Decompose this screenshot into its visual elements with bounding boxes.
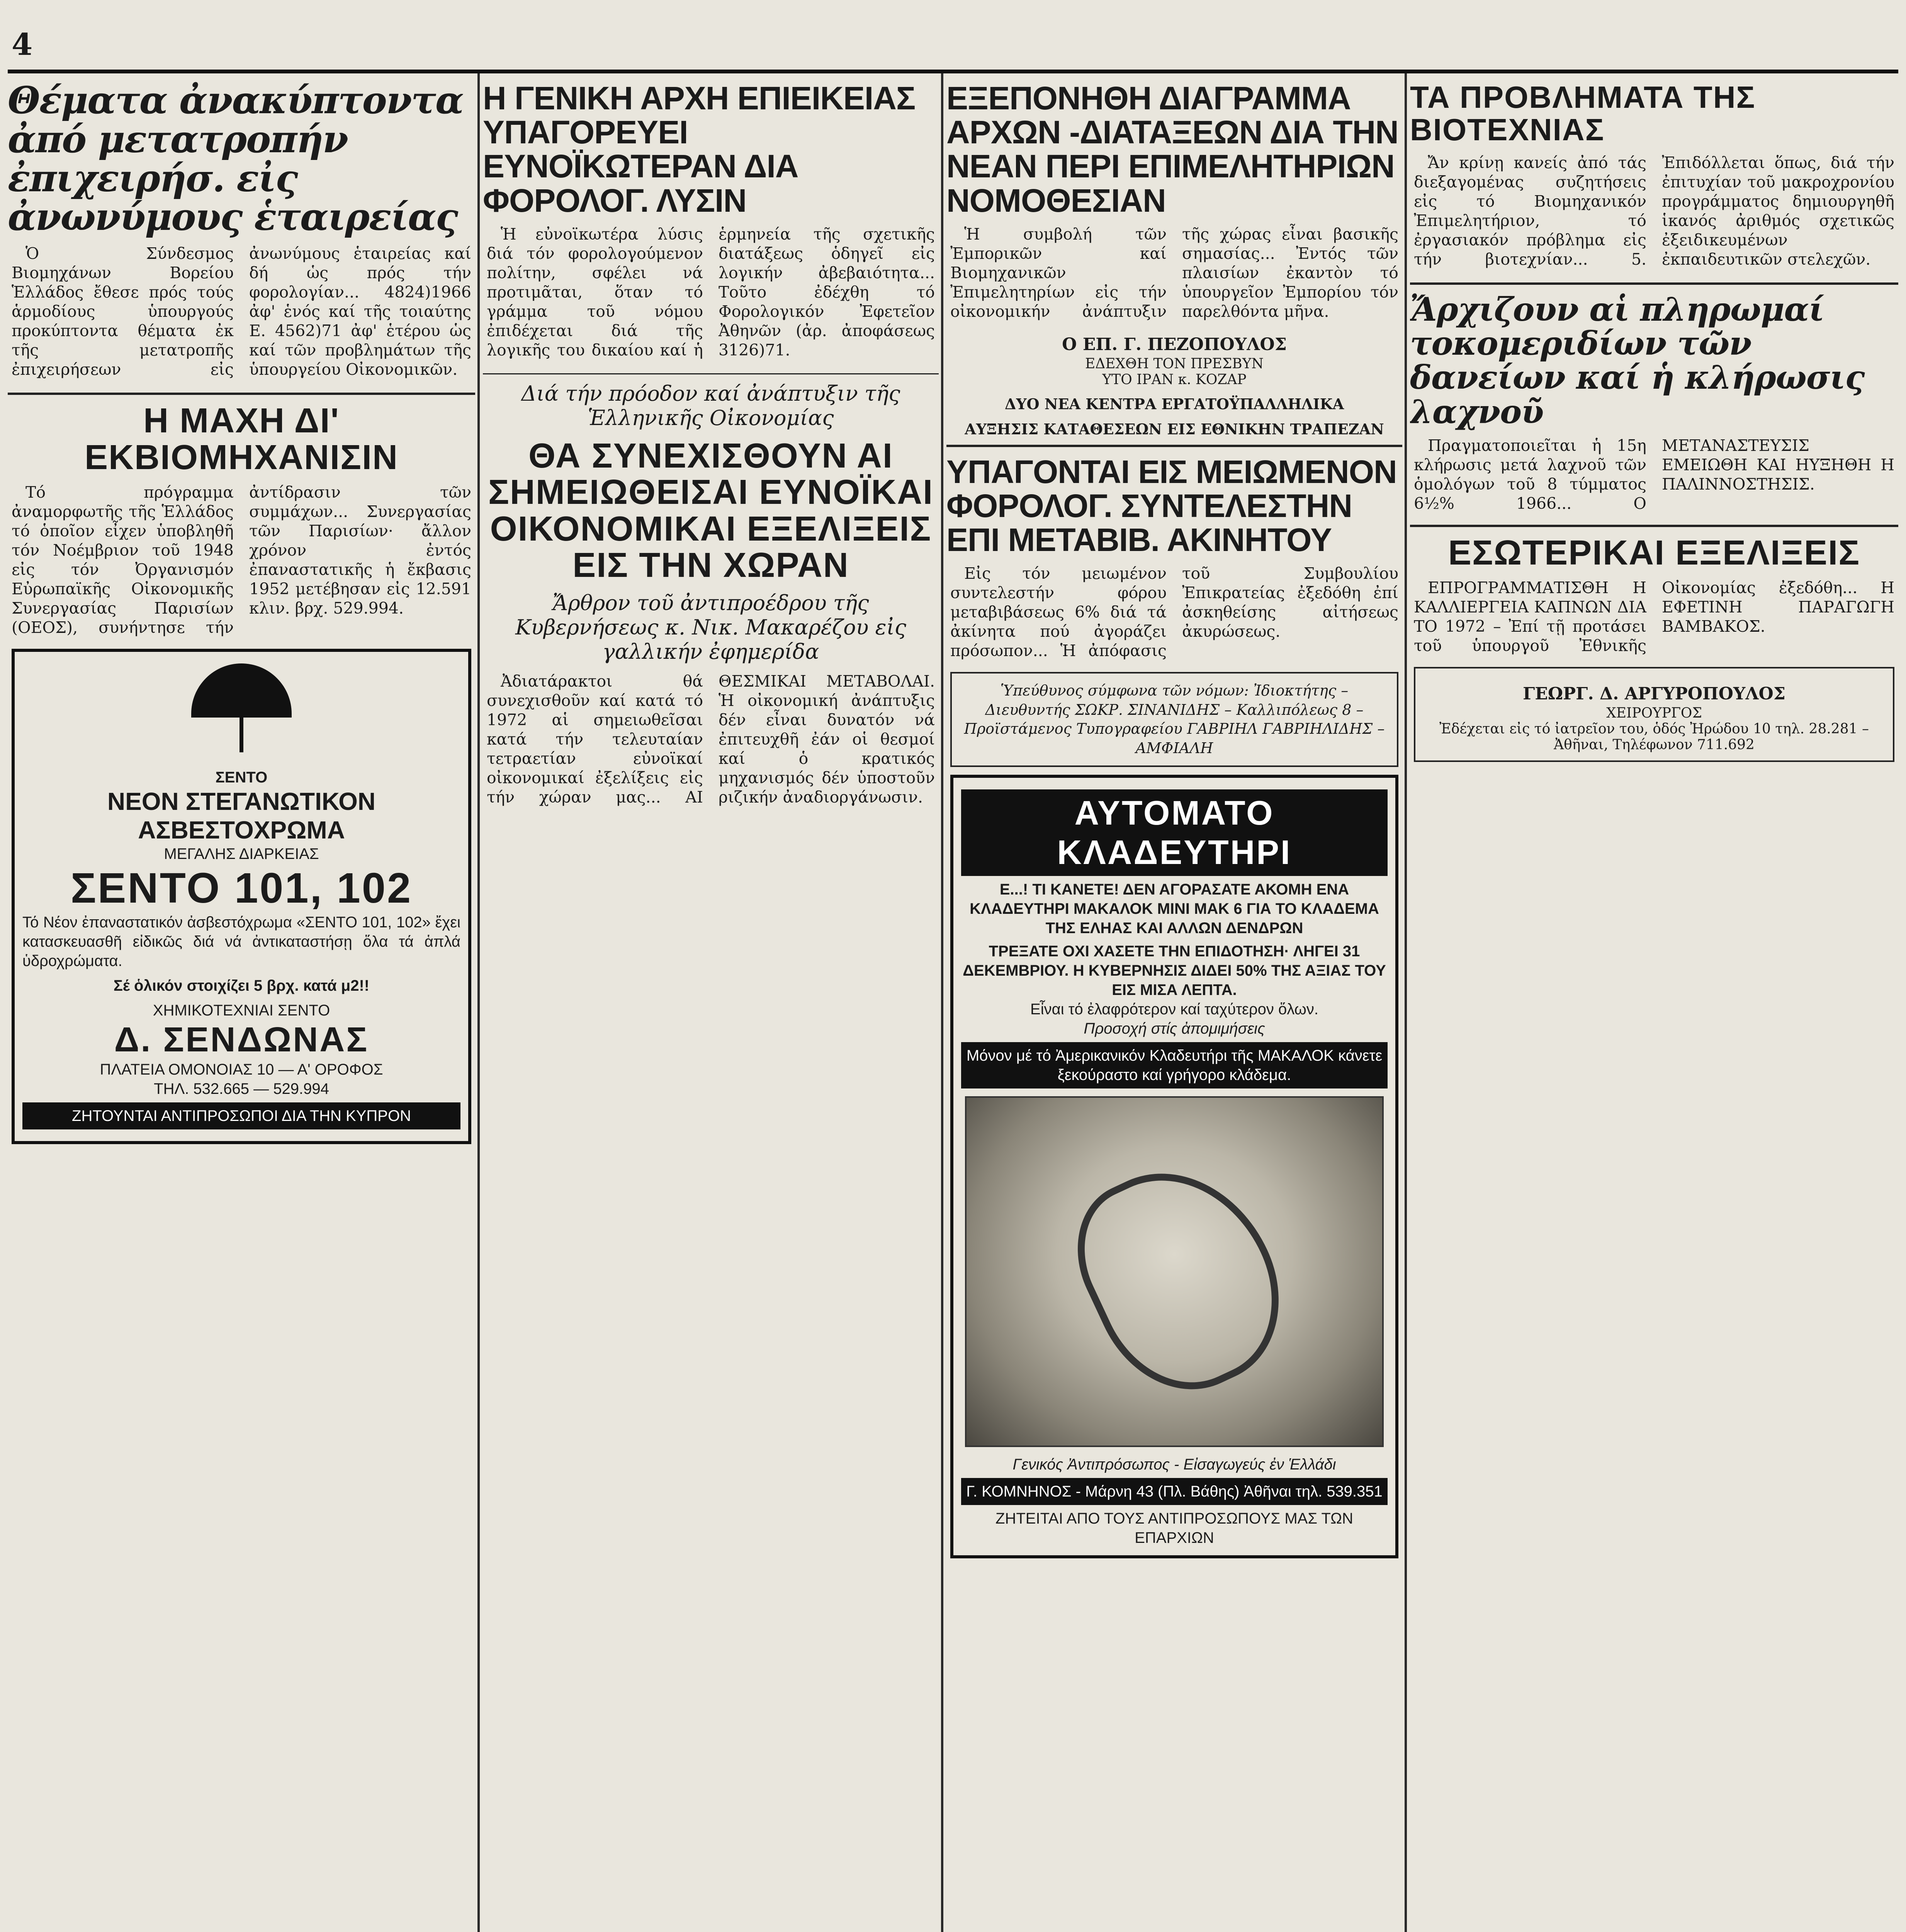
article-body — [487, 224, 935, 362]
article-body — [487, 672, 935, 809]
ad-description: Τό Νέον ἐπαναστατικόν ἀσβεστόχρωμα «ΣΕΝΤΟ 101, 102» ἔχει κατασκευασθῆ εἰδικῶς διά νά ἀντικαταστήσῃ ὅλα τά ἁπλά ὑδροχρώματα. — [22, 914, 460, 970]
ad-line: ΤΡΕΞΑΤΕ ΟΧΙ ΧΑΣΕΤΕ ΤΗΝ ΕΠΙΔΟΤΗΣΗ· ΛΗΓΕΙ 31 ΔΕΚΕΜΒΡΙΟΥ. Η ΚΥΒΕΡΝΗΣΙΣ ΔΙΔΕΙ 50% ΤΗΣ ΑΞΙΑΣ ΤΟΥ ΕΙΣ ΜΙΣΑ ΛΕΠΤΑ. — [963, 943, 1386, 999]
column-4 — [1410, 73, 1898, 1932]
article-headline: ΕΞΕΠΟΝΗΘΗ ΔΙΑΓΡΑΜΜΑ ΑΡΧΩΝ -ΔΙΑΤΑΞΕΩΝ ΔΙΑ ΤΗΝ ΝΕΑΝ ΠΕΡΙ ΕΠΙΜΕΛΗΤΗΡΙΩΝ ΝΟΜΟΘΕΣΙΑΝ — [946, 80, 1398, 219]
column-divider — [941, 73, 943, 1932]
paragraph: ΕΠΡΟΓΡΑΜΜΑΤΙΣΘΗ Η ΚΑΛΛΙΕΡΓΕΙΑ ΚΑΠΝΩΝ ΔΙΑ ΤΟ 1972 – Ἐπί τῇ προτάσει τοῦ ὑπουργοῦ Ἐθνικῆς Οἰκονομίας ἐξεδόθη... Η ΕΦΕΤΙΝΗ ΠΑΡΑΓΩΓΗ ΒΑΜΒΑΚΟΣ. — [1414, 578, 1894, 655]
column-3 — [946, 73, 1402, 1932]
doctor-role: ΧΕΙΡΟΥΡΓΟΣ — [1606, 705, 1702, 721]
paragraph: Ἄν κρίνῃ κανείς ἀπό τάς διεξαγομένας συζητήσεις εἰς τό Βιομηχανικόν Ἐπιμελητήριον, τό ἐργασιακόν πρόβλημα εἰς τήν βιοτεχνίαν... 5. Ἐπιδόλλεται ὅπως, διά τήν ἐπιτυχίαν τοῦ μακροχρονίου προγράμματος δημιουργηθῆ ἱκανός ἀριθμός σχετικῶς ἐξειδικευμένων ἐκπαιδευτικῶν στελεχῶν. — [1414, 153, 1894, 269]
masthead: Ὑπεύθυνος σύμφωνα τῶν νόμων: Ἰδιοκτήτης – Διευθυντής ΣΩΚΡ. ΣΙΝΑΝΙΔΗΣ – Καλλιπόλεως 8 – Προϊστάμενος Τυπογραφείου ΓΑΒΡΙΗΛ ΓΑΒΡΙΗΛΙΔΗΣ – ΑΜΦΙΑΛΗ — [964, 682, 1385, 757]
ad-product: ΣΕΝΤΟ 101, 102 — [70, 864, 413, 912]
signature-line: ΕΔΕΧΘΗ ΤΟΝ ΠΡΕΣΒΥΝ — [1085, 355, 1264, 372]
doctor-notice — [1414, 667, 1894, 762]
article-headline: ΤΑ ΠΡΟΒΛΗΜΑΤΑ ΤΗΣ ΒΙΟΤΕΧΝΙΑΣ — [1410, 80, 1756, 147]
page-number: 4 — [12, 27, 33, 62]
divider — [1410, 282, 1898, 285]
paragraph: Ἡ εὐνοϊκωτέρα λύσις διά τόν φορολογούμενον πολίτην, σφέλει νά προτιμᾶται, ὅταν τό γράμμα τοῦ νόμου ἐπιδέχεται διά τῆς λογικῆς του δικαίου καί ἡ ἑρμηνεία τῆς σχετικῆς διατάξεως ὁδηγεῖ εἰς λογικήν ἀβεβαιότητα... Τοῦτο ἐδέχθη τό Φορολογικόν Ἐφετεῖον Ἀθηνῶν (ἀρ. ἀποφάσεως 3126)71. — [487, 224, 935, 359]
ad-agents: ΖΗΤΟΥΝΤΑΙ ΑΝΤΙΠΡΟΣΩΠΟΙ ΔΙΑ ΤΗΝ ΚΥΠΡΟΝ — [22, 1102, 460, 1129]
umbrella-logo-icon — [191, 663, 292, 764]
company-phone: ΤΗΛ. 532.665 — 529.994 — [154, 1080, 329, 1098]
ad-line: Ε...! ΤΙ ΚΑΝΕΤΕ! ΔΕΝ ΑΓΟΡΑΣΑΤΕ ΑΚΟΜΗ ΕΝΑ ΚΛΑΔΕΥΤΗΡΙ ΜΑΚΑΛΟΚ ΜΙΝΙ ΜΑΚ 6 ΓΙΑ ΤΟ ΚΛΑΔΕΜΑ ΤΗΣ ΕΛΗΑΣ ΚΑΙ ΑΛΛΩΝ ΔΕΝΔΡΩΝ — [970, 881, 1379, 937]
divider — [946, 445, 1402, 447]
section-kicker: Διά τήν πρόοδον καί ἀνάπτυξιν τῆς Ἑλληνικῆς Οἰκονομίας — [521, 381, 900, 430]
article-headline: ΥΠΑΓΟΝΤΑΙ ΕΙΣ ΜΕΙΩΜΕΝΟΝ ΦΟΡΟΛΟΓ. ΣΥΝΤΕΛΕΣΤΗΝ ΕΠΙ ΜΕΤΑΒΙΒ. ΑΚΙΝΗΤΟΥ — [946, 453, 1397, 558]
article-body — [950, 224, 1398, 323]
logo-text: ΣΕΝΤΟ — [215, 769, 268, 786]
divider — [483, 373, 939, 374]
ad-line: ΝΕΟΝ ΣΤΕΓΑΝΩΤΙΚΟΝ — [107, 787, 376, 816]
divider — [1410, 525, 1898, 527]
article-headline: ΕΣΩΤΕΡΙΚΑΙ ΕΞΕΛΙΞΕΙΣ — [1448, 533, 1860, 572]
paragraph: Ἡ συμβολή τῶν Ἐμπορικῶν καί Βιομηχανικῶν Ἐπιμελητηρίων εἰς τήν οἰκονομικήν ἀνάπτυξιν τῆς χώρας εἶναι βασικῆς σημασίας... Ἐντός τῶν πλαισίων ἐκαντὸν τό ὑπουργεῖον Ἐμπορίου τόν παρελθόντα μῆνα. — [950, 224, 1398, 321]
company-name: Δ. ΣΕΝΔΩΝΑΣ — [114, 1020, 369, 1060]
column-divider — [477, 73, 480, 1932]
ad-line: Μόνον μέ τό Ἀμερικανικόν Κλαδευτήρι τῆς ΜΑΚΑΛΟΚ κάνετε ξεκούραστο καί γρήγορο κλάδεμα. — [961, 1042, 1388, 1088]
article-body — [1414, 436, 1894, 513]
article-subhead: Ἄρθρον τοῦ ἀντιπροέδρου τῆς Κυβερνήσεως κ. Νικ. Μακαρέζου εἰς γαλλικήν ἐφημερίδα — [515, 590, 906, 664]
news-title: ΔΥΟ ΝΕΑ ΚΕΝΤΡΑ ΕΡΓΑΤΟΫΠΑΛΛΗΛΙΚΑ — [1004, 395, 1344, 413]
pruning-shears-image — [965, 1096, 1384, 1447]
paragraph: Ὁ Σύνδεσμος Βιομηχάνων Βορείου Ἑλλάδος ἔθεσε πρός τούς ἁρμοδίους ὑπουργούς προκύπτοντα θέματα ἐκ τῆς μετατροπῆς ἐπιχειρήσεων εἰς ἀνωνύμους ἑταιρείας καί δή ὡς πρός τήν φορολογίαν... 4824)1966 ἀφ' ἑνός καί τῆς τοιαύτης Ε. 4562)71 ἀφ' ἑτέρου ὡς καί τῶν προβλημάτων τῆς ὑπουργείου Οἰκονομικῶν. — [12, 244, 471, 379]
agent-note: ΖΗΤΕΙΤΑΙ ΑΠΟ ΤΟΥΣ ΑΝΤΙΠΡΟΣΩΠΟΥΣ ΜΑΣ ΤΩΝ ΕΠΑΡΧΙΩΝ — [995, 1510, 1353, 1547]
article-headline: Ἄρχιζουν αἱ πληρωμαί τοκομεριδίων τῶν δανείων καί ἡ κλήρωσις λαχνοῦ — [1410, 290, 1865, 431]
agent-label: Γενικός Ἀντιπρόσωπος - Εἰσαγωγεύς ἐν Ἑλλάδι — [1012, 1456, 1336, 1473]
makalok-advertisement — [950, 775, 1398, 1558]
ad-line: Εἶναι τό ἐλαφρότερον καί ταχύτερον ὅλων. — [1030, 1001, 1318, 1018]
ad-line: ΜΕΓΑΛΗΣ ΔΙΑΡΚΕΙΑΣ — [164, 845, 319, 863]
article-body — [1414, 578, 1894, 655]
article-headline: ΘΑ ΣΥΝΕΧΙΣΘΟΥΝ ΑΙ ΣΗΜΕΙΩΘΕΙΣΑΙ ΕΥΝΟΪΚΑΙ ΟΙΚΟΝΟΜΙΚΑΙ ΕΞΕΛΙΞΕΙΣ ΕΙΣ ΤΗΝ ΧΩΡΑΝ — [488, 436, 934, 585]
article-body — [12, 483, 471, 637]
paragraph: Πραγματοποιεῖται ἡ 15η κλήρωσις μετά λαχνοῦ τῶν ὁμολόγων τοῦ 8 τύμματος 6½% 1966... Ο ΜΕΤΑΝΑΣΤΕΥΣΙΣ ΕΜΕΙΩΘΗ ΚΑΙ ΗΥΞΗΘΗ Η ΠΑΛΙΝΝΟΣΤΗΣΙΣ. — [1414, 436, 1894, 513]
paragraph: Ἀδιατάρακτοι θά συνεχισθοῦν καί κατά τό 1972 αἱ σημειωθεῖσαι κατά τήν τελευταίαν τετραετίαν εὐνοϊκαί οἰκονομικαί ἐξελίξεις εἰς τήν χώραν μας... ΑΙ ΘΕΣΜΙΚΑΙ ΜΕΤΑΒΟΛΑΙ. Ἡ οἰκονομική ἀνάπτυξις δέν εἶναι δυνατόν νά ἐπιτευχθῆ ἐάν οἱ θεσμοί καί ὁ κρατικός μηχανισμός δέν ὑποστοῦν ριζικήν ἀναδιοργάνωσιν. — [487, 672, 935, 806]
agent-name: Γ. ΚΟΜΝΗΝΟΣ - Μάρνη 43 (Πλ. Βάθης) Ἀθῆναι τηλ. 539.351 — [961, 1478, 1388, 1505]
article-headline: Θέματα ἀνακύπτοντα ἀπό μετατροπήν ἐπιχειρήσ. εἰς ἀνωνύμους ἑταιρείας — [8, 78, 463, 239]
news-title: ΑΥΞΗΣΙΣ ΚΑΤΑΘΕΣΕΩΝ ΕΙΣ ΕΘΝΙΚΗΝ ΤΡΑΠΕΖΑΝ — [965, 420, 1384, 438]
article-body — [950, 564, 1398, 660]
article-body — [1414, 153, 1894, 271]
ad-line: ΑΣΒΕΣΤΟΧΡΩΜΑ — [138, 816, 345, 844]
ad-line: Προσοχή στίς ἀπομιμήσεις — [1084, 1020, 1265, 1037]
company-address: ΠΛΑΤΕΙΑ ΟΜΟΝΟΙΑΣ 10 — Α' ΟΡΟΦΟΣ — [100, 1061, 383, 1078]
column-divider — [1405, 73, 1407, 1932]
top-rule — [8, 70, 1898, 73]
signature-line: ΥΤΟ ΙΡΑΝ κ. ΚΟΖΑΡ — [1102, 371, 1247, 388]
paragraph: Εἰς τόν μειωμένον συντελεστήν φόρου μεταβιβάσεως 6% διά τά ἀκίνητα πού ἀγοράζει πρόσωπον... Ἡ ἀπόφασις τοῦ Συμβουλίου Ἐπικρατείας ἐξεδόθη ἐπί ἀσκηθείσης αἰτήσεως ἀκυρώσεως. — [950, 564, 1398, 660]
divider — [8, 393, 475, 395]
sento-advertisement — [12, 649, 471, 1144]
article-headline: Η ΜΑΧΗ ΔΙ' ΕΚΒΙΟΜΗΧΑΝΙΣΙΝ — [84, 401, 399, 477]
column-1 — [8, 73, 475, 1932]
ad-title: ΑΥΤΟΜΑΤΟ ΚΛΑΔΕΥΤΗΡΙ — [961, 789, 1388, 876]
signature: Ο ΕΠ. Γ. ΠΕΖΟΠΟΥΛΟΣ — [1062, 334, 1287, 354]
paragraph: Τό πρόγραμμα ἀναμορφωτῆς τῆς Ἑλλάδος τό ὁποῖον εἶχεν ὑποβληθῆ τόν Νοέμβριον τοῦ 1948 εἰς τόν Ὀργανισμόν Εὐρωπαϊκῆς Οἰκονομικῆς Συνεργασίας Παρισίων (ΟΕΟΣ), συνήντησε τήν ἀντίδρασιν τῶν συμμάχων... Συνεργασίας τῶν Παρισίων· ἄλλον χρόνον ἐντός ἐπαναστατικῆς ἡ ἔκβασις 1952 μετέβησαν εἰς 12.591 κλιν. βρχ. 529.994. — [12, 483, 471, 637]
masthead-box — [950, 672, 1398, 767]
doctor-name: ΓΕΩΡΓ. Δ. ΑΡΓΥΡΟΠΟΥΛΟΣ — [1523, 684, 1785, 704]
article-body — [12, 244, 471, 381]
column-2 — [483, 73, 939, 1932]
doctor-text: Ἐδέχεται εἰς τό ἰατρεῖον του, ὁδός Ἠρώδου 10 τηλ. 28.281 – Ἀθῆναι, Τηλέφωνον 711.692 — [1439, 721, 1869, 753]
ad-price: Σέ ὁλικόν στοιχίζει 5 βρχ. κατά μ2!! — [113, 977, 370, 995]
article-headline: Η ΓΕΝΙΚΗ ΑΡΧΗ ΕΠΙΕΙΚΕΙΑΣ ΥΠΑΓΟΡΕΥΕΙ ΕΥΝΟΪΚΩΤΕΡΑΝ ΔΙΑ ΦΟΡΟΛΟΓ. ΛΥΣΙΝ — [483, 80, 916, 219]
company-label: ΧΗΜΙΚΟΤΕΧΝΙΑΙ ΣΕΝΤΟ — [153, 1002, 330, 1019]
